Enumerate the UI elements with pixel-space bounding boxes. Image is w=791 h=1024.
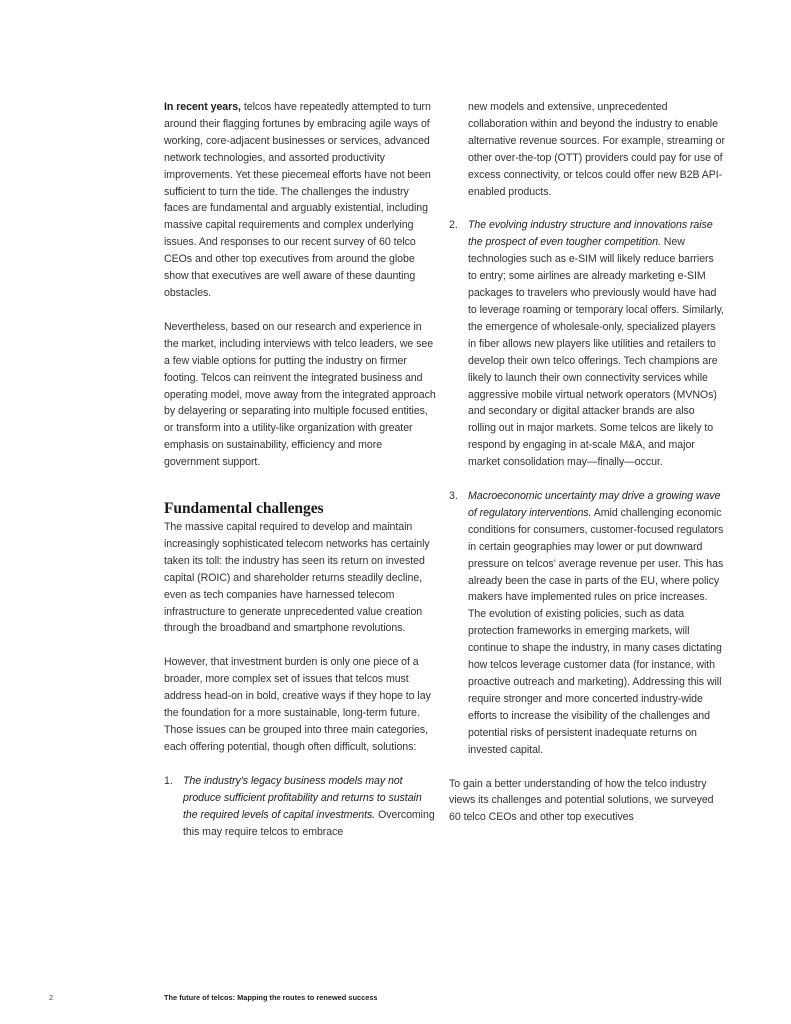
options-paragraph: Nevertheless, based on our research and experience in the market, including interviews with telco leaders, we see a few viable options for putting the industry on firmer footing. Telcos can reinvent the integrated business and operating model, move away from the integrated approach by delayering or separating into multiple focused entities, or transform into a utility-like organization with greater emphasis on sustainability, efficiency and more government support. <box>164 320 436 469</box>
list-item-1-emphasis: The industry’s legacy business models may not produce sufficient profitability and returns to sustain the required levels of capital investments. <box>183 774 422 821</box>
list-item-1-text: Overcoming this may require telcos to embrace <box>183 808 435 838</box>
list-item-2-text: New technologies such as e-SIM will likely reduce barriers to entry; some airlines are already marketing e-SIM packages to travelers who previously would have had to leverage roaming or temporary local offers. Similarly, the emergence of wholesale-only, specialized players in fiber allows new players like utilities and retailers to develop their own telco offerings. Tech champions are likely to launch their own connectivity services while aggressive mobile virtual network operators (MVNOs) and secondary or digital attacker brands are also rolling out in major markets. Some telcos are likely to respond by engaging in at-scale M&A, and major market consolidation may—finally—occur. <box>468 236 724 469</box>
list-item-3 <box>449 488 725 759</box>
list-item-3-text: Amid challenging economic conditions for consumers, customer-focused regulators in certain geographies may lower or put downward pressure on telcos’ average revenue per user. This has already been the case in parts of the EU, where policy makers have implemented rules on price increases. The evolution of existing policies, such as data protection frameworks in emerging markets, will continue to shape the industry, in many cases dictating how telcos leverage customer data (for instance, with proactive outreach and marketing). Addressing this will require stronger and more concerted industry-wide efforts to increase the visibility of the challenges and potential risks of persistent inadequate returns on invested capital. <box>468 506 724 756</box>
right-column <box>449 99 725 826</box>
intro-paragraph <box>164 99 436 302</box>
list-item-1 <box>164 773 436 841</box>
footer-title: The future of telcos: Mapping the routes to renewed success <box>164 993 378 1002</box>
left-column <box>164 99 436 840</box>
page-number: 2 <box>49 993 54 1002</box>
list-item-3-emphasis: Macroeconomic uncertainty may drive a growing wave of regulatory interventions. <box>468 490 721 519</box>
continuation-text: new models and extensive, unprecedented collaboration within and beyond the industry to enable alternative revenue sources. For example, streaming or other over-the-top (OTT) providers could pay for use of excess connectivity, or telcos could offer new B2B API-enabled products. <box>468 101 725 198</box>
list-item-2-emphasis: The evolving industry structure and innovations raise the prospect of even tougher competition. <box>468 219 713 249</box>
list-item-3-number: 3. <box>449 490 458 503</box>
investment-paragraph: However, that investment burden is only one piece of a broader, more complex set of issues that telcos must address head-on in bold, creative ways if they hope to lay the foundation for a more sustainable, long-term future. Those issues can be grouped into three main categories, each offering potential, though often difficult, solutions: <box>164 656 431 753</box>
intro-text: telcos have repeatedly attempted to turn around their flagging fortunes by embracing agile ways of working, core-adjacent businesses or services, advanced network technologies, and assorted productivity improvements. Yet these piecemeal efforts have not been sufficient to turn the tide. The challenges the industry faces are fundamental and arguably existential, including massive capital requirements and complex underlying issues. And responses to our recent survey of 60 telco CEOs and other top executives from around the globe show that executives are well aware of these daunting obstacles. <box>164 101 431 299</box>
list-item-1-continuation <box>449 99 725 200</box>
list-item-2 <box>449 217 725 471</box>
capital-paragraph: The massive capital required to develop and maintain increasingly sophisticated telecom networks has certainly taken its toll: the industry has seen its return on invested capital (ROIC) and shareholder returns steadily decline, even as tech companies have harnessed telecom infrastructure to generate unprecedented value creation through the broadband and smartphone revolutions. <box>164 521 430 635</box>
intro-lead-in: In recent years, <box>164 101 241 113</box>
list-item-1-number: 1. <box>164 774 173 787</box>
closing-paragraph: To gain a better understanding of how the telco industry views its challenges and potential solutions, we surveyed 60 telco CEOs and other top executives <box>449 777 714 824</box>
list-item-2-number: 2. <box>449 219 458 232</box>
section-heading: Fundamental challenges <box>164 500 324 518</box>
